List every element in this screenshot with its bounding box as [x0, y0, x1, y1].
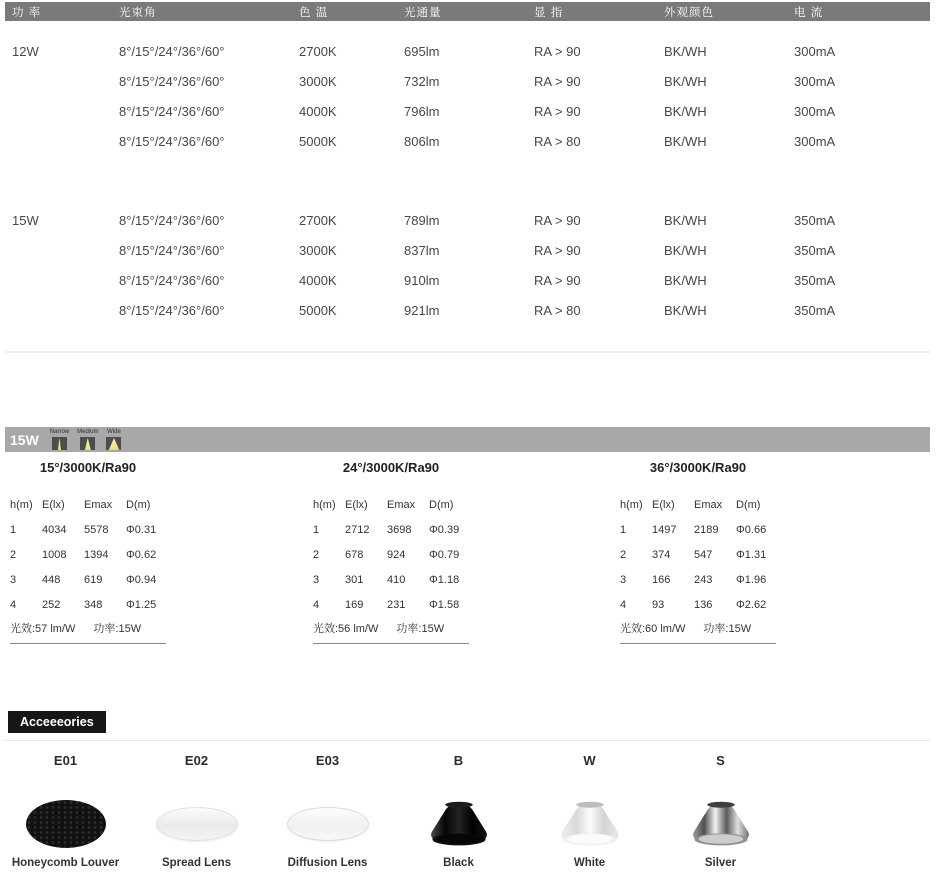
- accessory-item: [524, 753, 655, 869]
- honeycomb-image: [26, 800, 106, 848]
- accessory-item: [262, 753, 393, 869]
- photometric-header-cell: E(lx): [345, 498, 368, 511]
- spec-current-cell: 350mA: [794, 242, 836, 258]
- beam-icon-group: [50, 429, 122, 450]
- accessory-code: E02: [184, 753, 209, 768]
- power-value: 功率:15W: [703, 623, 752, 635]
- photometric-cell: Φ1.31: [736, 548, 767, 561]
- photometric-cell: 1: [620, 523, 627, 536]
- photometric-table-rows: [620, 517, 776, 617]
- photometric-cell: 93: [652, 598, 665, 611]
- accessory-name: Black: [443, 857, 474, 869]
- spec-cri-cell: RA > 90: [534, 242, 581, 258]
- efficacy-value: 光效:57 lm/W: [10, 623, 76, 635]
- photometric-section-bar: [5, 427, 930, 452]
- photometric-cell: 166: [652, 573, 671, 586]
- photometric-cell: Φ0.31: [126, 523, 157, 536]
- reflector-silver-image: [685, 800, 757, 848]
- spec-beam-cell: 8°/15°/24°/36°/60°: [119, 133, 225, 149]
- photometric-cell: 3: [313, 573, 320, 586]
- spec-table-header: [5, 2, 930, 21]
- photometric-cell: Φ1.58: [429, 598, 460, 611]
- photometric-cell: Φ0.79: [429, 548, 460, 561]
- spec-current-cell: 300mA: [794, 43, 836, 59]
- photometric-cell: 3: [620, 573, 627, 586]
- photometric-cell: 136: [694, 598, 713, 611]
- spec-table-row: [5, 235, 930, 265]
- section-divider: [5, 351, 930, 353]
- spec-header-cell: 光束角: [119, 6, 157, 19]
- accessories-title: Acceeeories: [8, 711, 106, 733]
- accessory-item: [393, 753, 524, 869]
- spec-finish-cell: BK/WH: [664, 103, 707, 119]
- spec-cct-cell: 3000K: [299, 73, 337, 89]
- photometric-cell: 410: [387, 573, 406, 586]
- power-value: 功率:15W: [396, 623, 445, 635]
- accessory-code: E03: [315, 753, 340, 768]
- spec-beam-cell: 8°/15°/24°/36°/60°: [119, 272, 225, 288]
- photometric-cell: Φ0.62: [126, 548, 157, 561]
- photometric-cell: 2189: [694, 523, 719, 536]
- accessory-code: B: [453, 753, 464, 768]
- spec-finish-cell: BK/WH: [664, 73, 707, 89]
- beam-icon-label: Medium: [77, 429, 99, 435]
- spec-power-cell: 12W: [12, 43, 39, 59]
- photometric-cell: 252: [42, 598, 61, 611]
- accessory-item: [131, 753, 262, 869]
- spec-table-row: [5, 205, 930, 235]
- spec-flux-cell: 921lm: [404, 302, 440, 318]
- spec-current-cell: 300mA: [794, 133, 836, 149]
- photometric-cell: 348: [84, 598, 103, 611]
- photometric-cell: 619: [84, 573, 103, 586]
- spec-cct-cell: 4000K: [299, 103, 337, 119]
- photometric-header-cell: Emax: [387, 498, 416, 511]
- spec-power-group: [5, 36, 930, 156]
- spec-cct-cell: 4000K: [299, 272, 337, 288]
- photometric-cell: 2712: [345, 523, 370, 536]
- spec-current-cell: 300mA: [794, 103, 836, 119]
- photometric-cell: 547: [694, 548, 713, 561]
- spec-cri-cell: RA > 90: [534, 212, 581, 228]
- photometric-table-headers: [313, 492, 469, 517]
- efficacy-value: 光效:60 lm/W: [620, 623, 686, 635]
- photometric-cell: 169: [345, 598, 364, 611]
- photometric-cell: Φ0.39: [429, 523, 460, 536]
- photometric-cell: 1008: [42, 548, 67, 561]
- spec-cri-cell: RA > 80: [534, 302, 581, 318]
- photometric-header-cell: h(m): [620, 498, 643, 511]
- photometric-header-cell: Emax: [84, 498, 113, 511]
- spec-current-cell: 300mA: [794, 73, 836, 89]
- photometric-cell: 448: [42, 573, 61, 586]
- spec-cri-cell: RA > 90: [534, 272, 581, 288]
- lens-spread-image: [156, 807, 238, 841]
- accessory-item: [0, 753, 131, 869]
- spec-table-row: [5, 295, 930, 325]
- photometric-cell: 924: [387, 548, 406, 561]
- accessory-item: [655, 753, 786, 869]
- spec-table-row: [5, 96, 930, 126]
- photometric-table: [620, 460, 776, 644]
- spec-finish-cell: BK/WH: [664, 302, 707, 318]
- spec-cri-cell: RA > 80: [534, 133, 581, 149]
- photometric-power-label: 15W: [10, 431, 39, 448]
- beam-icon-label: Narrow: [49, 429, 70, 435]
- spec-current-cell: 350mA: [794, 302, 836, 318]
- spec-header-cell: 光通量: [404, 6, 442, 19]
- spec-flux-cell: 695lm: [404, 43, 440, 59]
- photometric-table-headers: [620, 492, 776, 517]
- photometric-cell: 1: [313, 523, 320, 536]
- accessory-name: Silver: [704, 857, 737, 869]
- spec-flux-cell: 796lm: [404, 103, 440, 119]
- spec-current-cell: 350mA: [794, 272, 836, 288]
- photometric-header-cell: Emax: [694, 498, 723, 511]
- photometric-table-headers: [10, 492, 166, 517]
- spec-cct-cell: 5000K: [299, 133, 337, 149]
- accessory-name: Diffusion Lens: [287, 857, 368, 869]
- photometric-cell: Φ0.66: [736, 523, 767, 536]
- spec-cct-cell: 2700K: [299, 212, 337, 228]
- spec-beam-cell: 8°/15°/24°/36°/60°: [119, 242, 225, 258]
- spec-power-cell: 15W: [12, 212, 39, 228]
- spec-cct-cell: 3000K: [299, 242, 337, 258]
- spec-finish-cell: BK/WH: [664, 133, 707, 149]
- photometric-cell: Φ0.94: [126, 573, 157, 586]
- photometric-cell: Φ1.96: [736, 573, 767, 586]
- photometric-header-cell: E(lx): [652, 498, 675, 511]
- photometric-cell: 4: [620, 598, 627, 611]
- accessory-name: Spread Lens: [161, 857, 232, 869]
- photometric-cell: 301: [345, 573, 364, 586]
- accessory-name: Honeycomb Louver: [11, 857, 120, 869]
- spec-table-row: [5, 66, 930, 96]
- spec-beam-cell: 8°/15°/24°/36°/60°: [119, 73, 225, 89]
- spec-cct-cell: 5000K: [299, 302, 337, 318]
- photometric-cell: Φ1.18: [429, 573, 460, 586]
- photometric-table-rows: [10, 517, 166, 617]
- spec-header-cell: 外观颜色: [664, 6, 714, 19]
- spec-table-row: [5, 126, 930, 156]
- photometric-cell: 243: [694, 573, 713, 586]
- spec-beam-cell: 8°/15°/24°/36°/60°: [119, 302, 225, 318]
- spec-finish-cell: BK/WH: [664, 43, 707, 59]
- photometric-cell: 374: [652, 548, 671, 561]
- spec-flux-cell: 910lm: [404, 272, 440, 288]
- power-value: 功率:15W: [93, 623, 142, 635]
- photometric-header-cell: D(m): [126, 498, 151, 511]
- beam-icon-label: Wide: [107, 429, 121, 435]
- spec-finish-cell: BK/WH: [664, 272, 707, 288]
- spec-table-row: [5, 36, 930, 66]
- spec-power-group: [5, 205, 930, 325]
- spec-finish-cell: BK/WH: [664, 242, 707, 258]
- spec-finish-cell: BK/WH: [664, 212, 707, 228]
- spec-beam-cell: 8°/15°/24°/36°/60°: [119, 212, 225, 228]
- reflector-black-image: [423, 800, 495, 848]
- photometric-header-cell: D(m): [736, 498, 761, 511]
- spec-table-body: [5, 36, 930, 374]
- photometric-header-cell: D(m): [429, 498, 454, 511]
- spec-flux-cell: 806lm: [404, 133, 440, 149]
- photometric-cell: 4: [313, 598, 320, 611]
- photometric-cell: Φ1.25: [126, 598, 157, 611]
- efficacy-value: 光效:56 lm/W: [313, 623, 379, 635]
- reflector-white-image: [554, 800, 626, 848]
- spec-header-cell: 色 温: [299, 6, 329, 19]
- spec-flux-cell: 789lm: [404, 212, 440, 228]
- spec-beam-cell: 8°/15°/24°/36°/60°: [119, 43, 225, 59]
- photometric-table-title: 15°/3000K/Ra90: [39, 460, 137, 475]
- photometric-cell: 1497: [652, 523, 677, 536]
- photometric-header-cell: E(lx): [42, 498, 65, 511]
- photometric-cell: 3698: [387, 523, 412, 536]
- photometric-cell: 2: [620, 548, 627, 561]
- photometric-table: [10, 460, 166, 644]
- photometric-cell: 2: [313, 548, 320, 561]
- photometric-header-cell: h(m): [313, 498, 336, 511]
- spec-flux-cell: 837lm: [404, 242, 440, 258]
- photometric-table-title: 24°/3000K/Ra90: [342, 460, 440, 475]
- spec-cri-cell: RA > 90: [534, 73, 581, 89]
- accessory-code: W: [583, 753, 596, 768]
- spec-current-cell: 350mA: [794, 212, 836, 228]
- spec-cri-cell: RA > 90: [534, 103, 581, 119]
- photometric-table-rows: [313, 517, 469, 617]
- spec-header-cell: 显 指: [534, 6, 564, 19]
- accessories-grid: [0, 753, 786, 869]
- beam-wide-icon: [106, 429, 121, 450]
- spec-beam-cell: 8°/15°/24°/36°/60°: [119, 103, 225, 119]
- spec-header-cell: 功 率: [12, 6, 42, 19]
- photometric-cell: 1394: [84, 548, 109, 561]
- spec-table-row: [5, 265, 930, 295]
- photometric-cell: 4034: [42, 523, 67, 536]
- photometric-table: [313, 460, 469, 644]
- accessory-code: S: [716, 753, 725, 768]
- beam-medium-icon: [77, 429, 98, 450]
- accessories-divider: [5, 740, 930, 741]
- spec-flux-cell: 732lm: [404, 73, 440, 89]
- photometric-cell: Φ2.62: [736, 598, 767, 611]
- spec-header-cell: 电 流: [794, 6, 824, 19]
- beam-narrow-icon: [50, 429, 69, 450]
- photometric-cell: 2: [10, 548, 17, 561]
- photometric-table-title: 36°/3000K/Ra90: [649, 460, 747, 475]
- photometric-header-cell: h(m): [10, 498, 33, 511]
- photometric-cell: 231: [387, 598, 406, 611]
- accessory-code: E01: [53, 753, 78, 768]
- photometric-cell: 678: [345, 548, 364, 561]
- lens-diffusion-image: [287, 807, 369, 841]
- photometric-cell: 5578: [84, 523, 109, 536]
- spec-cri-cell: RA > 90: [534, 43, 581, 59]
- spec-cct-cell: 2700K: [299, 43, 337, 59]
- photometric-cell: 4: [10, 598, 17, 611]
- photometric-cell: 3: [10, 573, 17, 586]
- photometric-cell: 1: [10, 523, 17, 536]
- accessory-name: White: [573, 857, 606, 869]
